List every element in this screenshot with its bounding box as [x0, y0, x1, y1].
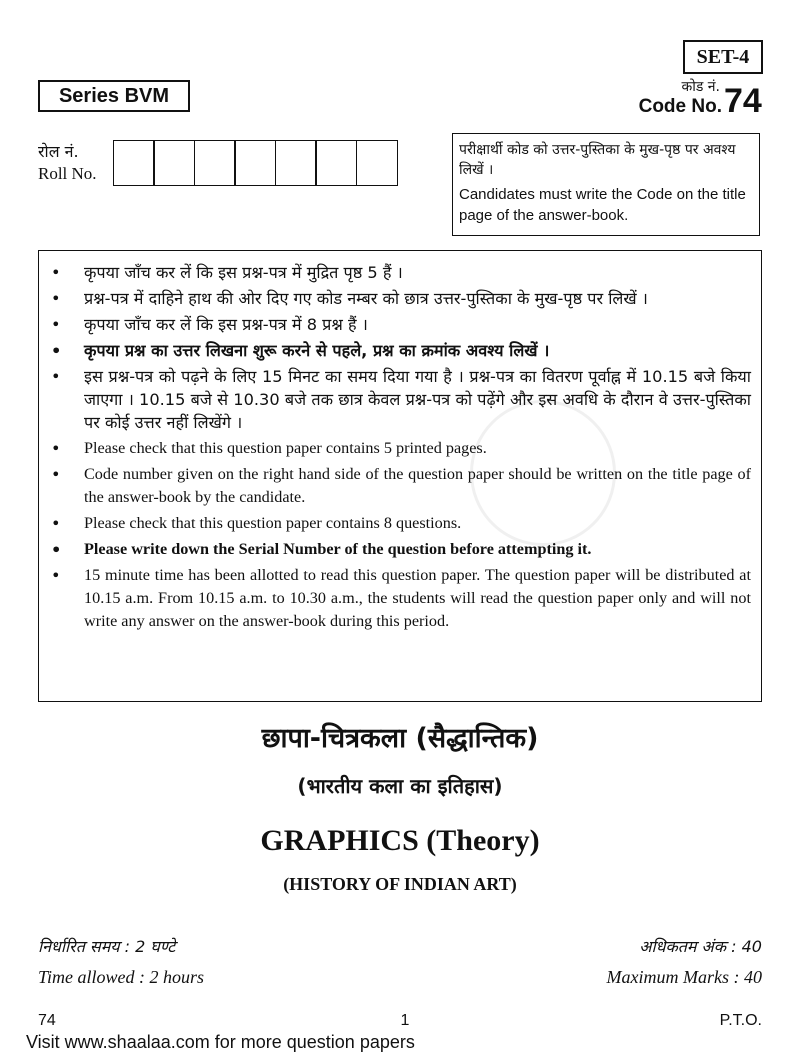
candidate-note-hindi: परीक्षार्थी कोड को उत्तर-पुस्तिका के मुख-पृष्ठ पर अवश्य लिखें । [459, 142, 736, 178]
instruction-text: कृपया जाँच कर लें कि इस प्रश्न-पत्र में 8 प्रश्न हैं । [84, 315, 368, 334]
bullet-icon: • [51, 514, 61, 533]
instruction-item [51, 339, 751, 362]
roll-label: Roll No. [38, 164, 97, 183]
candidate-note-box [452, 133, 760, 236]
roll-label-hindi: रोल नं. [38, 142, 79, 161]
maximum-marks: Maximum Marks : 40 [606, 967, 762, 987]
bullet-icon: • [51, 341, 62, 360]
instruction-item [51, 287, 751, 310]
roll-number-cell[interactable] [234, 140, 276, 186]
bullet-icon: • [51, 439, 61, 458]
roll-number-grid [114, 140, 398, 186]
instruction-item [51, 313, 751, 336]
bullet-icon: • [51, 289, 61, 308]
roll-number-cell[interactable] [315, 140, 357, 186]
instruction-text: 15 minute time has been allotted to read this question paper. The question paper will be distributed at 10.15 a.m. From 10.15 a.m. to 10.30 a.m., the students will read the question paper only and will not write any answer on the answer-book during this period. [84, 566, 751, 630]
roll-number-cell[interactable] [113, 140, 155, 186]
subject-subtitle: (HISTORY OF INDIAN ART) [283, 874, 517, 894]
bullet-icon: • [51, 263, 61, 282]
subject-title-hindi: छापा-चित्रकला (सैद्धान्तिक) [261, 723, 539, 754]
roll-number-cell[interactable] [275, 140, 317, 186]
bullet-icon: • [51, 465, 61, 484]
time-allowed: Time allowed : 2 hours [38, 967, 205, 987]
set-label: SET-4 [683, 40, 763, 74]
instruction-text: Please check that this question paper contains 8 questions. [84, 514, 462, 532]
code-label-hindi: कोड नं. [681, 79, 720, 95]
maximum-marks-hindi: अधिकतम अंक : 40 [639, 937, 762, 956]
instruction-item [51, 512, 751, 535]
instruction-item [51, 463, 751, 509]
instruction-item [51, 437, 751, 460]
code-label: Code No. [638, 96, 722, 117]
instruction-text: इस प्रश्न-पत्र को पढ़ने के लिए 15 मिनट का समय दिया गया है । प्रश्न-पत्र का वितरण पूर्वाह्न में 10.15 बजे किया जाएगा । 10.15 बजे से 10.30 बजे तक छात्र केवल प्रश्न-पत्र को पढ़ेंगे और इस अवधि के दौरान वे उत्तर-पुस्तिका पर कोई उत्तर नहीं लिखेंगे । [84, 367, 751, 432]
instruction-text: Please check that this question paper contains 5 printed pages. [84, 439, 487, 457]
footer-code: 74 [38, 1012, 56, 1029]
instruction-text: कृपया प्रश्न का उत्तर लिखना शुरू करने से पहले, प्रश्न का क्रमांक अवश्य लिखें । [84, 341, 550, 360]
instructions-box [38, 250, 762, 702]
instructions-list [51, 261, 751, 633]
bullet-icon: • [51, 367, 61, 386]
bullet-icon: • [51, 566, 61, 585]
time-allowed-hindi: निर्धारित समय : 2 घण्टे [38, 937, 176, 956]
bullet-icon: • [51, 315, 61, 334]
instruction-text: प्रश्न-पत्र में दाहिने हाथ की ओर दिए गए कोड नम्बर को छात्र उत्तर-पुस्तिका के मुख-पृष्ठ पर लिखें । [84, 289, 648, 308]
series-label: Series BVM [38, 80, 190, 112]
bullet-icon: • [51, 540, 62, 559]
footer-visit-text: Visit www.shaalaa.com for more question papers [26, 1032, 415, 1052]
instruction-item [51, 261, 751, 284]
roll-number-cell[interactable] [356, 140, 398, 186]
instruction-text: कृपया जाँच कर लें कि इस प्रश्न-पत्र में मुद्रित पृष्ठ 5 हैं । [84, 263, 403, 282]
page-number: 1 [400, 1012, 410, 1029]
instruction-text: Code number given on the right hand side of the question paper should be written on the title page of the answer-book by the candidate. [84, 465, 751, 506]
roll-number-cell[interactable] [153, 140, 195, 186]
instruction-item [51, 564, 751, 633]
code-number: 74 [724, 82, 762, 120]
instruction-item [51, 538, 751, 561]
candidate-note: Candidates must write the Code on the title page of the answer-book. [459, 186, 746, 224]
pto-label: P.T.O. [719, 1012, 762, 1029]
instruction-text: Please write down the Serial Number of the question before attempting it. [84, 540, 592, 558]
roll-number-cell[interactable] [194, 140, 236, 186]
subject-title: GRAPHICS (Theory) [260, 824, 540, 857]
subject-subtitle-hindi: (भारतीय कला का इतिहास) [297, 774, 503, 798]
instruction-item [51, 365, 751, 434]
